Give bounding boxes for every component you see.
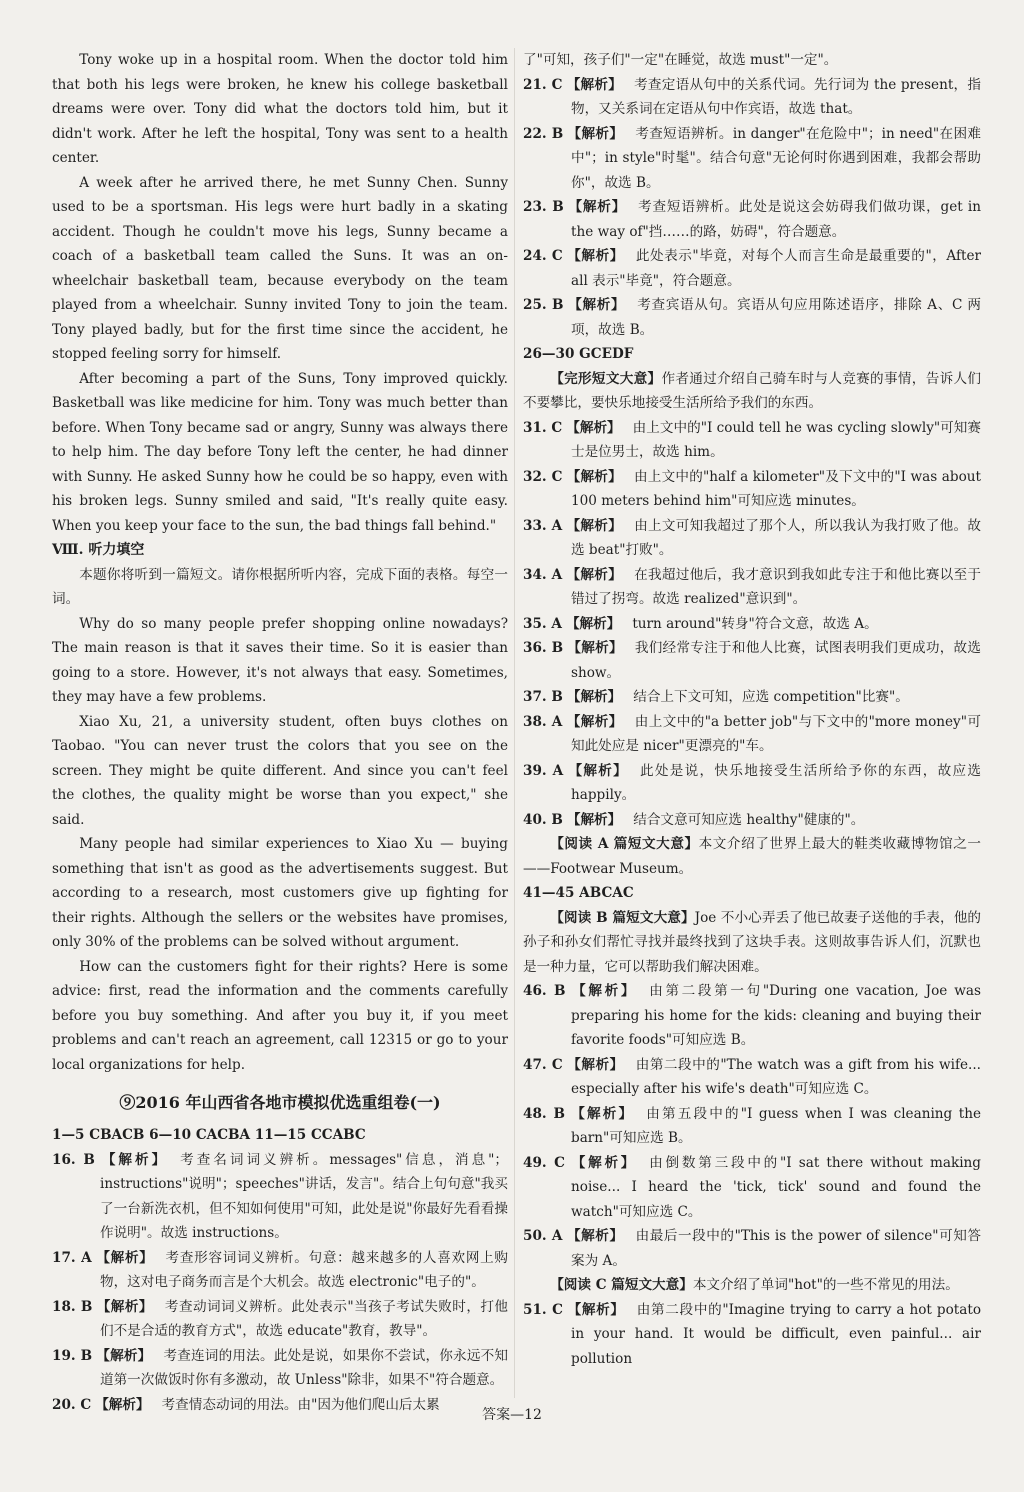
answer-number: 24. C [523, 248, 563, 264]
answer-number: 49. C [523, 1154, 565, 1171]
answer-number: 39. A [523, 762, 564, 779]
analysis-tag: 【解析】 [566, 1301, 625, 1318]
answer-text: 在我超过他后，我才意识到我如此专注于和他比赛以至于错过了拐弯。故选 realized"意识到"。 [571, 566, 982, 607]
answer-item [523, 195, 981, 244]
answer-item [523, 73, 981, 122]
analysis-tag: 【解析】 [567, 199, 627, 215]
answer-item [523, 563, 981, 612]
summary-tag: 【完形短文大意】 [550, 370, 662, 387]
answer-number: 46. B [523, 983, 566, 999]
answer-list [523, 979, 981, 1273]
summary-text: 本文介绍了单词"hot"的一些不常见的用法。 [692, 1277, 959, 1293]
answer-groups: 1—5 CBACB 6—10 CACBA 11—15 CCABC [52, 1127, 366, 1143]
answer-text: 由倒数第三段中的"I sat there without making noise... I heard the 'tick, tick' sound and found the watch"可知应选 C。 [571, 1154, 981, 1220]
answer-text: 考查短语辨析。in danger"在危险中"；in need"在困难中"；in style"时髦"。结合句意"无论何时你遇到困难，我都会帮助你"，故选 B。 [571, 125, 981, 191]
answer-text: 考查连词的用法。此处是说，如果你不尝试，你永远不知道第一次做饭时你有多激动，故 Unless"除非，如果不"符合题意。 [100, 1347, 509, 1388]
answer-text: 我们经常专注于和他人比赛，试图表明我们更成功，故选 show。 [571, 640, 982, 681]
answer-list [523, 73, 981, 343]
answer-number: 48. B [523, 1105, 566, 1122]
answer-item [523, 979, 981, 1053]
answer-text: 考查动词词义辨析。此处表示"当孩子考试失败时，打他们不是合适的教育方式"，故选 educate"教育，教导"。 [100, 1298, 509, 1339]
answer-text: 由最后一段中的"This is the power of silence"可知答案为 A。 [571, 1228, 981, 1269]
answer-text: 此处是说，快乐地接受生活所给予你的东西，故应选 happily。 [571, 762, 981, 803]
analysis-tag: 【解析】 [566, 566, 623, 583]
answer-item [523, 710, 981, 759]
reading-b-summary [523, 906, 981, 980]
answer-text: 考查宾语从句。宾语从句应用陈述语序，排除 A、C 两项，故选 B。 [571, 297, 982, 338]
answer-item [52, 1148, 508, 1246]
answer-text: 由上文中的"I could tell he was cycling slowly"可知赛士是位男士，故选 him。 [571, 419, 981, 460]
summary-text: 作者通过介绍自己骑车时与人竞赛的事情，告诉人们不要攀比，要快乐地接受生活所给予我们的东西。 [523, 370, 982, 411]
reading-a-summary [523, 832, 981, 881]
answer-item [523, 685, 981, 710]
analysis-tag: 【解析】 [95, 1396, 150, 1413]
summary-tag: 【阅读 A 篇短文大意】 [550, 836, 699, 852]
answer-text: 此处表示"毕竟，对每个人而言生命是最重要的"，After all 表示"毕竟"，符合题意。 [571, 248, 981, 289]
answer-number: 17. A [52, 1249, 92, 1266]
analysis-tag: 【解析】 [568, 1154, 638, 1171]
answer-text: 结合上下文可知，应选 competition"比赛"。 [633, 689, 909, 705]
analysis-tag: 【解析】 [566, 1228, 624, 1244]
column-divider [514, 48, 515, 1398]
exam-title: ⑨2016 年山西省各地市模拟优选重组卷(一) [119, 1093, 441, 1112]
answer-item [52, 1295, 508, 1344]
analysis-tag: 【解析】 [569, 1105, 635, 1122]
summary-text: Joe 不小心弄丢了他已故妻子送他的手表，他的孙子和孙女们帮忙寻找并最终找到了这块手表。这则故事告诉人们，沉默也是一种力量，它可以帮助我们解决困难。 [523, 909, 981, 975]
analysis-tag: 【解析】 [567, 640, 623, 656]
section-heading: Ⅷ. 听力填空 [52, 542, 145, 558]
analysis-tag: 【解析】 [96, 1298, 153, 1315]
answer-item [523, 465, 981, 514]
answer-number: 38. A [523, 713, 563, 730]
instructions: 本题你将听到一篇短文。请你根据所听内容，完成下面的表格。每空一词。 [52, 566, 508, 607]
answer-item [523, 293, 981, 342]
listening-paragraph: How can the customers fight for their rights? Here is some advice: first, read the information and the comments carefully before you buy something. And after you buy it, if you meet problems and can't reach an agreement, call 12315 or go to your local organizations for help. [52, 958, 508, 1073]
answer-item [523, 636, 981, 685]
answer-number: 22. B [523, 125, 564, 142]
answer-text: 考查定语从句中的关系代词。先行词为 the present，指物，又关系词在定语从句中作宾语，故选 that。 [571, 76, 981, 117]
analysis-tag: 【解析】 [96, 1347, 152, 1364]
analysis-tag: 【解析】 [566, 419, 621, 436]
answer-item [523, 1053, 981, 1102]
analysis-tag: 【解析】 [566, 713, 623, 730]
answer-group: 41—45 ABCAC [523, 885, 634, 901]
answer-text: 由上文中的"half a kilometer"及下文中的"I was about 100 meters behind him"可知应选 minutes。 [571, 468, 982, 509]
answer-number: 40. B [523, 811, 563, 828]
answer-number: 23. B [523, 199, 564, 215]
listening-paragraph: Many people had similar experiences to Xiao Xu — buying something that isn't as good as the advertisements suggest. But according to a research, most customers give up fighting for their rights. Although the sellers or the websites have promises, only 30% of the problems can be solved without argument. [52, 836, 508, 950]
answer-list [52, 1148, 508, 1418]
analysis-tag: 【解析】 [566, 1056, 624, 1073]
analysis-tag: 【解析】 [95, 1249, 154, 1266]
answer-text: 由第二段第一句"During one vacation, Joe was preparing his home for the kids: cleaning and buying their favorite foods"可知应选 B。 [571, 983, 981, 1048]
analysis-tag: 【解析】 [566, 689, 622, 705]
left-column [52, 48, 508, 1417]
analysis-tag: 【解析】 [566, 517, 623, 534]
answer-text: 由第二段中的"The watch was a gift from his wife... especially after his wife's death"可知应选 C。 [571, 1056, 982, 1097]
passage-paragraph: Tony woke up in a hospital room. When the doctor told him that both his legs were broken, he knew his college basketball dreams were over. Tony did what the doctors told him, but it didn't work. After he left the hospital, Tony was sent to a health center. [52, 52, 508, 166]
answer-number: 21. C [523, 76, 563, 93]
answer-group: 26—30 GCEDF [523, 346, 634, 362]
page-number: 答案—12 [482, 1407, 542, 1423]
answer-number: 16. B [52, 1151, 95, 1168]
answer-list [523, 416, 981, 833]
analysis-tag: 【解析】 [565, 615, 621, 632]
summary-tag: 【阅读 C 篇短文大意】 [550, 1277, 693, 1293]
answer-text: turn around"转身"符合文意，故选 A。 [632, 615, 878, 632]
answer-item [523, 1102, 981, 1151]
answer-item [523, 612, 981, 637]
answer-item [523, 244, 981, 293]
answer-item [523, 1151, 981, 1225]
answer-item [523, 122, 981, 196]
answer-item [523, 1224, 981, 1273]
answer-number: 35. A [523, 615, 562, 632]
answer-number: 33. A [523, 517, 563, 534]
answer-number: 32. C [523, 468, 563, 485]
answer-text: 考查情态动词的用法。由"因为他们爬山后太累 [161, 1396, 440, 1413]
answer-number: 25. B [523, 297, 564, 313]
answer-number: 18. B [52, 1298, 93, 1315]
analysis-tag: 【解析】 [567, 297, 626, 313]
answer-item [52, 1344, 508, 1393]
analysis-tag: 【解析】 [569, 983, 638, 999]
answer-text: 由第五段中的"I guess when I was cleaning the barn"可知应选 B。 [571, 1105, 982, 1146]
answer-text: 考查名词词义辨析。messages"信息，消息"；instructions"说明"；speeches"讲话，发言"。结合上句句意"我买了一台新洗衣机，但不知如何使用"可知，此处是说"你最好先看看操作说明"。故选 instructions。 [100, 1151, 509, 1241]
answer-item [52, 1246, 508, 1295]
answer-item [523, 808, 981, 833]
answer-text: 结合文意可知应选 healthy"健康的"。 [633, 811, 865, 828]
answer-number: 34. A [523, 566, 563, 583]
summary-tag: 【阅读 B 篇短文大意】 [550, 909, 695, 926]
listening-paragraph: Why do so many people prefer shopping online nowadays? The main reason is that it saves their time. So it is easier than going to a store. However, it's not always that easy. Sometimes, they may have a few problems. [52, 615, 508, 705]
answer-item [523, 1298, 981, 1372]
analysis-tag: 【解析】 [566, 468, 622, 485]
answer-number: 50. A [523, 1228, 563, 1244]
answer-text: 由上文中的"a better job"与下文中的"more money"可知此处应是 nicer"更漂亮的"车。 [571, 713, 981, 754]
listening-paragraph: Xiao Xu, 21, a university student, often buys clothes on Taobao. "You can never trust the colors that you see on the screen. They might be quite different. And since you can't feel the clothes, the quality might be worse than you expect," she said. [52, 713, 508, 828]
passage-paragraph: After becoming a part of the Suns, Tony improved quickly. Basketball was like medicine for him. Tony was much better than before. When Tony became sad or angry, Sunny was always there to help him. The day before Tony left the center, he had dinner with Sunny. He asked Sunny how he could be so happy, even with his broken legs. Sunny smiled and said, "It's really quite easy. When you keep your face to the sun, the bad things fall behind." [52, 370, 508, 534]
answer-number: 31. C [523, 419, 563, 436]
right-column [523, 48, 981, 1371]
answer-text: 由第二段中的"Imagine trying to carry a hot potato in your hand. It would be difficult, even painful... air pollution [571, 1301, 981, 1367]
analysis-tag: 【解析】 [566, 248, 624, 264]
analysis-tag: 【解析】 [566, 811, 622, 828]
summary-text: 本文介绍了世界上最大的鞋类收藏博物馆之一——Footwear Museum。 [523, 836, 981, 877]
answer-text: 由上文可知我超过了那个人，所以我认为我打败了他。故选 beat"打败"。 [571, 517, 982, 558]
answer-item [523, 416, 981, 465]
answer-item [523, 759, 981, 808]
answer-text: 考查短语辨析。此处是说这会妨碍我们做功课，get in the way of"挡……的路，妨碍"，符合题意。 [571, 199, 981, 240]
reading-c-summary [523, 1273, 981, 1298]
answer-number: 19. B [52, 1347, 93, 1364]
analysis-tag: 【解析】 [566, 76, 623, 93]
answer-number: 36. B [523, 640, 564, 656]
answer-number: 47. C [523, 1056, 563, 1073]
analysis-tag: 【解析】 [98, 1151, 169, 1168]
answer-number: 37. B [523, 689, 563, 705]
answer-item [523, 514, 981, 563]
analysis-tag: 【解析】 [567, 762, 629, 779]
answer-number: 51. C [523, 1301, 563, 1318]
cloze-summary [523, 367, 981, 416]
continued-line: 了"可知，孩子们"一定"在睡觉，故选 must"一定"。 [523, 52, 838, 68]
answer-text: 考查形容词词义辨析。句意：越来越多的人喜欢网上购物，这对电子商务而言是个大机会。故选 electronic"电子的"。 [100, 1249, 509, 1290]
passage-paragraph: A week after he arrived there, he met Sunny Chen. Sunny used to be a sportsman. His legs were hurt badly in a skating accident. Though he couldn't move his legs, Sunny became a coach of a basketball team called the Suns. It was an on-wheelchair basketball team, because everybody on the team played from a wheelchair. Sunny invited Tony to join the team. Tony played badly, but for the first time since the accident, he stopped feeling sorry for himself. [52, 174, 508, 362]
answer-number: 20. C [52, 1396, 92, 1413]
analysis-tag: 【解析】 [567, 125, 624, 142]
